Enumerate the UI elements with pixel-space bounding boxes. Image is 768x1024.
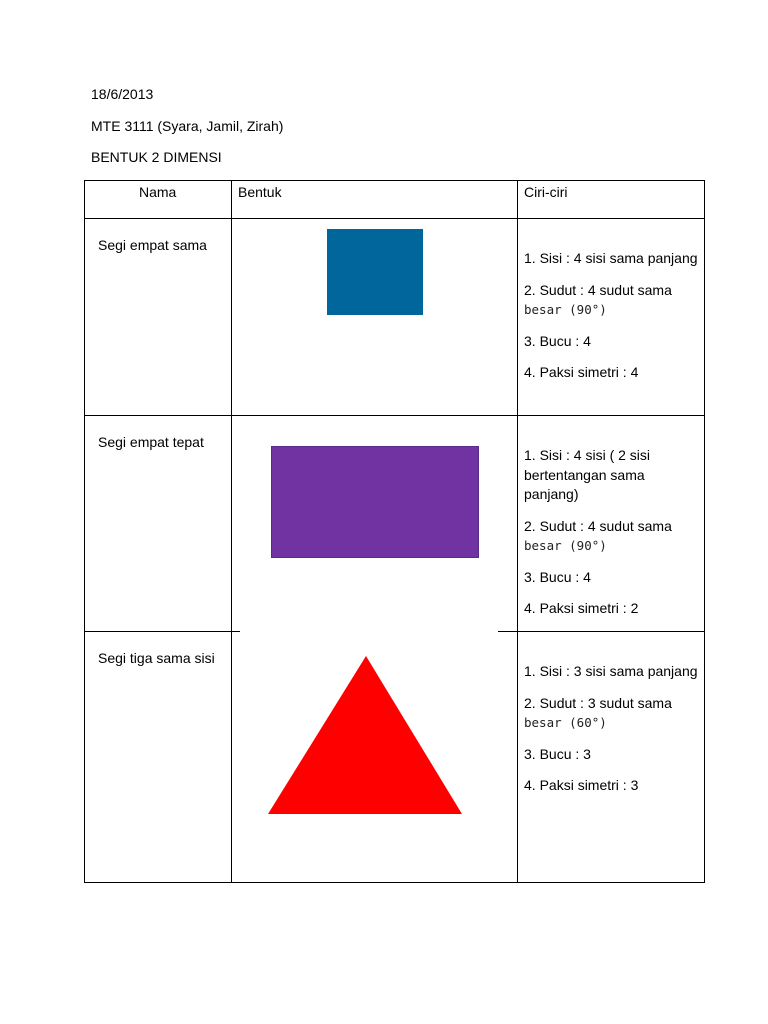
header-bentuk: Bentuk	[232, 181, 518, 219]
header-ciri: Ciri-ciri	[518, 181, 705, 219]
document-title: BENTUK 2 DIMENSI	[91, 149, 222, 165]
property-bucu: 3. Bucu : 3	[524, 745, 591, 762]
properties-cell	[518, 416, 705, 632]
property-sudut	[524, 517, 698, 556]
property-sudut-angle: besar (90°)	[524, 538, 607, 553]
shapes-table	[84, 180, 705, 883]
property-sisi: 1. Sisi : 3 sisi sama panjang	[524, 663, 698, 679]
property-sudut-text: 2. Sudut : 4 sudut sama	[524, 281, 672, 298]
shape-name: Segi empat tepat	[98, 434, 204, 450]
triangle-shape	[266, 654, 466, 816]
property-paksi: 4. Paksi simetri : 3	[524, 777, 639, 793]
table-header-row	[85, 181, 705, 219]
property-bucu: 3. Bucu : 4	[524, 332, 591, 349]
property-paksi: 4. Paksi simetri : 4	[524, 364, 639, 380]
property-sisi: 1. Sisi : 4 sisi ( 2 sisi bertentangan sama panjang)	[524, 447, 651, 502]
table-row	[85, 632, 705, 883]
table-row	[85, 416, 705, 632]
property-sudut	[524, 281, 698, 320]
row-name-cell	[85, 632, 232, 883]
shape-name: Segi empat sama	[98, 237, 207, 253]
rectangle-shape	[271, 446, 479, 558]
shape-cell	[232, 219, 518, 416]
course-info: MTE 3111 (Syara, Jamil, Zirah)	[91, 118, 284, 134]
properties-cell	[518, 632, 705, 883]
triangle-polygon	[268, 656, 462, 814]
image-overlap-gap	[240, 630, 498, 636]
property-sudut-text: 2. Sudut : 3 sudut sama	[524, 694, 672, 711]
property-paksi: 4. Paksi simetri : 2	[524, 600, 639, 616]
property-bucu: 3. Bucu : 4	[524, 568, 591, 585]
shape-name: Segi tiga sama sisi	[98, 650, 215, 666]
row-name-cell	[85, 219, 232, 416]
property-sudut-text: 2. Sudut : 4 sudut sama	[524, 517, 672, 534]
square-shape	[327, 229, 423, 315]
shape-cell	[232, 416, 518, 632]
property-sisi: 1. Sisi : 4 sisi sama panjang	[524, 250, 698, 266]
property-sudut-angle: besar (90°)	[524, 302, 607, 317]
properties-cell	[518, 219, 705, 416]
shape-cell	[232, 632, 518, 883]
document-date: 18/6/2013	[91, 86, 154, 102]
header-nama: Nama	[85, 181, 232, 219]
property-sudut	[524, 694, 698, 733]
table-row	[85, 219, 705, 416]
property-sudut-angle: besar (60°)	[524, 715, 607, 730]
row-name-cell	[85, 416, 232, 632]
